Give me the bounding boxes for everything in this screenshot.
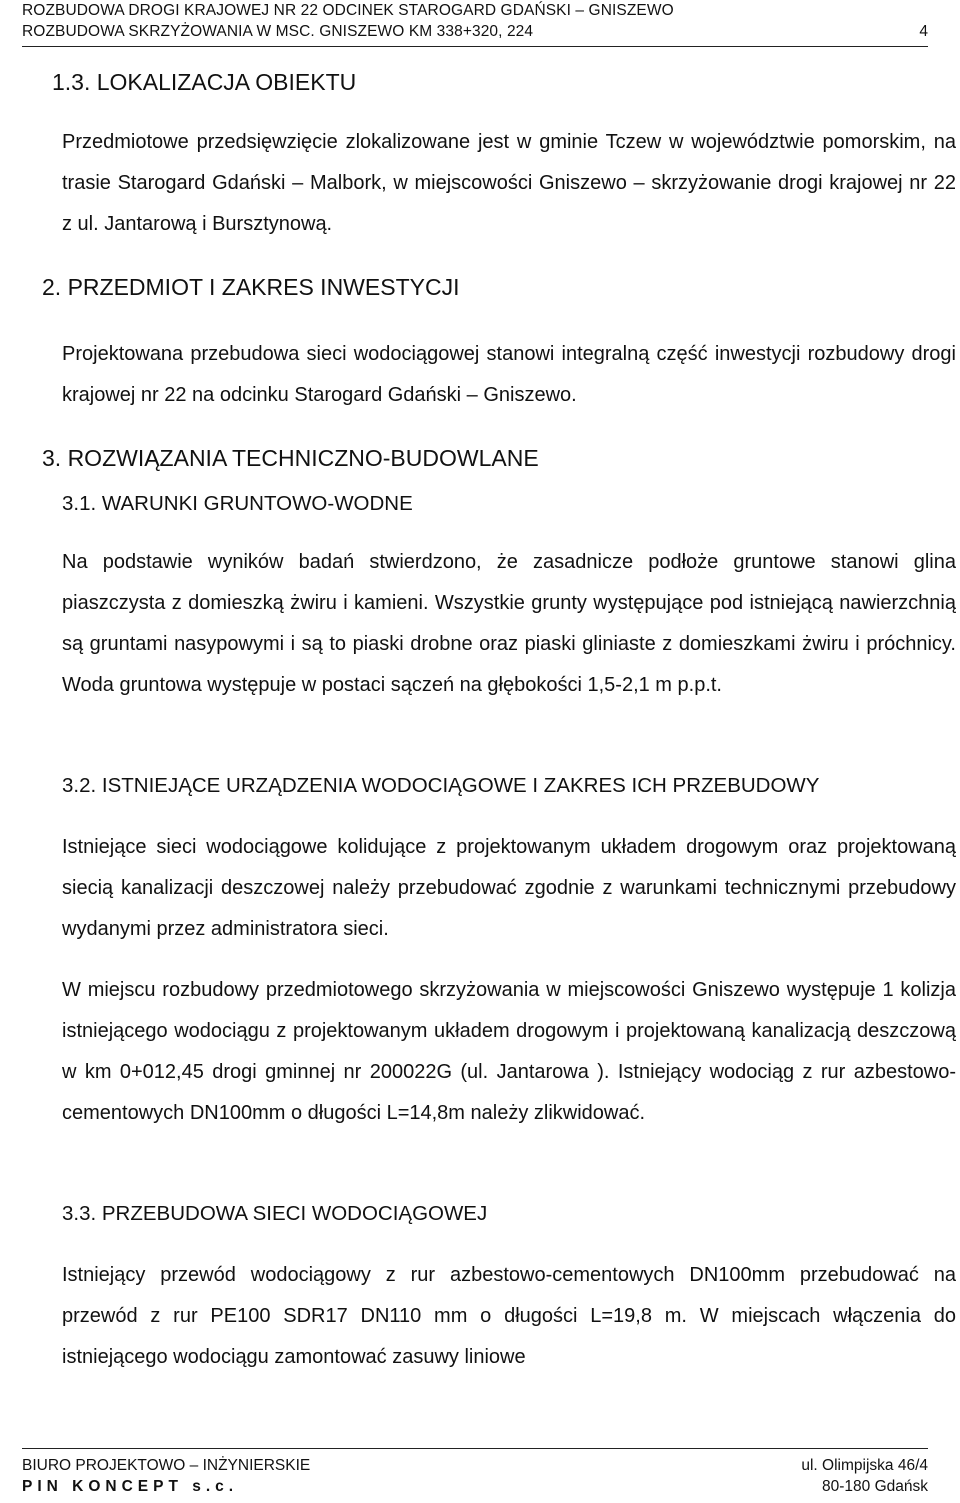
- section-3-3-heading: 3.3. PRZEBUDOWA SIECI WODOCIĄGOWEJ: [62, 1202, 488, 1225]
- page-number: 4: [919, 23, 928, 40]
- footer-address-city: 80-180 Gdańsk: [822, 1478, 928, 1495]
- header-project-subtitle: ROZBUDOWA SKRZYŻOWANIA W MSC. GNISZEWO KM 338+320, 224: [22, 23, 534, 40]
- section-3-1-heading: 3.1. WARUNKI GRUNTOWO-WODNE: [62, 492, 413, 515]
- section-3-1-text: Na podstawie wyników badań stwierdzono, że zasadnicze podłoże gruntowe stanowi glina piaszczysta z domieszką żwiru i kamieni. Wszystkie grunty występujące pod istniejącą nawierzchnią są gruntami nasypowymi i są to piaski drobne oraz piaski gliniaste z domieszkami żwiru i próchnicy. Woda gruntowa występuje w postaci sączeń na głębokości 1,5-2,1 m p.p.t.: [62, 551, 956, 696]
- section-3-heading: 3. ROZWIĄZANIA TECHNICZNO-BUDOWLANE: [42, 445, 539, 471]
- page-header: [22, 0, 928, 47]
- section-2-heading: 2. PRZEDMIOT I ZAKRES INWESTYCJI: [42, 274, 460, 300]
- footer-company-name: PIN KONCEPT s.c.: [22, 1478, 239, 1495]
- header-project-title: ROZBUDOWA DROGI KRAJOWEJ NR 22 ODCINEK STAROGARD GDAŃSKI – GNISZEWO: [22, 2, 674, 19]
- section-3-3-text: Istniejący przewód wodociągowy z rur azbestowo-cementowych DN100mm przebudować na przewód z rur PE100 SDR17 DN110 mm o długości L=19,8 m. W miejscach włączenia do istniejącego wodociągu zamontować zasuwy liniowe: [62, 1264, 956, 1368]
- page-footer: [22, 1448, 928, 1497]
- section-1-3-heading: 1.3. LOKALIZACJA OBIEKTU: [52, 69, 357, 95]
- section-2-text: Projektowana przebudowa sieci wodociągowej stanowi integralną część inwestycji rozbudowy drogi krajowej nr 22 na odcinku Starogard Gdański – Gniszewo.: [62, 343, 956, 406]
- section-3-2-text-2: W miejscu rozbudowy przedmiotowego skrzyżowania w miejscowości Gniszewo występuje 1 kolizja istniejącego wodociągu z projektowanym układem drogowym i projektowaną kanalizacją deszczową w km 0+012,45 drogi gminnej nr 200022G (ul. Jantarowa ). Istniejący wodociąg z rur azbestowo-cementowych DN100mm o długości L=14,8m należy zlikwidować.: [62, 979, 956, 1124]
- section-1-3-text: Przedmiotowe przedsięwzięcie zlokalizowane jest w gminie Tczew w województwie pomorskim, na trasie Starogard Gdański – Malbork, w miejscowości Gniszewo – skrzyżowanie drogi krajowej nr 22 z ul. Jantarową i Bursztynową.: [62, 131, 956, 235]
- footer-company-type: BIURO PROJEKTOWO – INŻYNIERSKIE: [22, 1457, 311, 1474]
- section-3-2-heading: 3.2. ISTNIEJĄCE URZĄDZENIA WODOCIĄGOWE I ZAKRES ICH PRZEBUDOWY: [62, 774, 820, 797]
- footer-address-street: ul. Olimpijska 46/4: [801, 1457, 928, 1474]
- section-3-2-text-1: Istniejące sieci wodociągowe kolidujące z projektowanym układem drogowym oraz projektowaną siecią kanalizacji deszczowej należy przebudować zgodnie z warunkami technicznymi przebudowy wydanymi przez administratora sieci.: [62, 836, 956, 940]
